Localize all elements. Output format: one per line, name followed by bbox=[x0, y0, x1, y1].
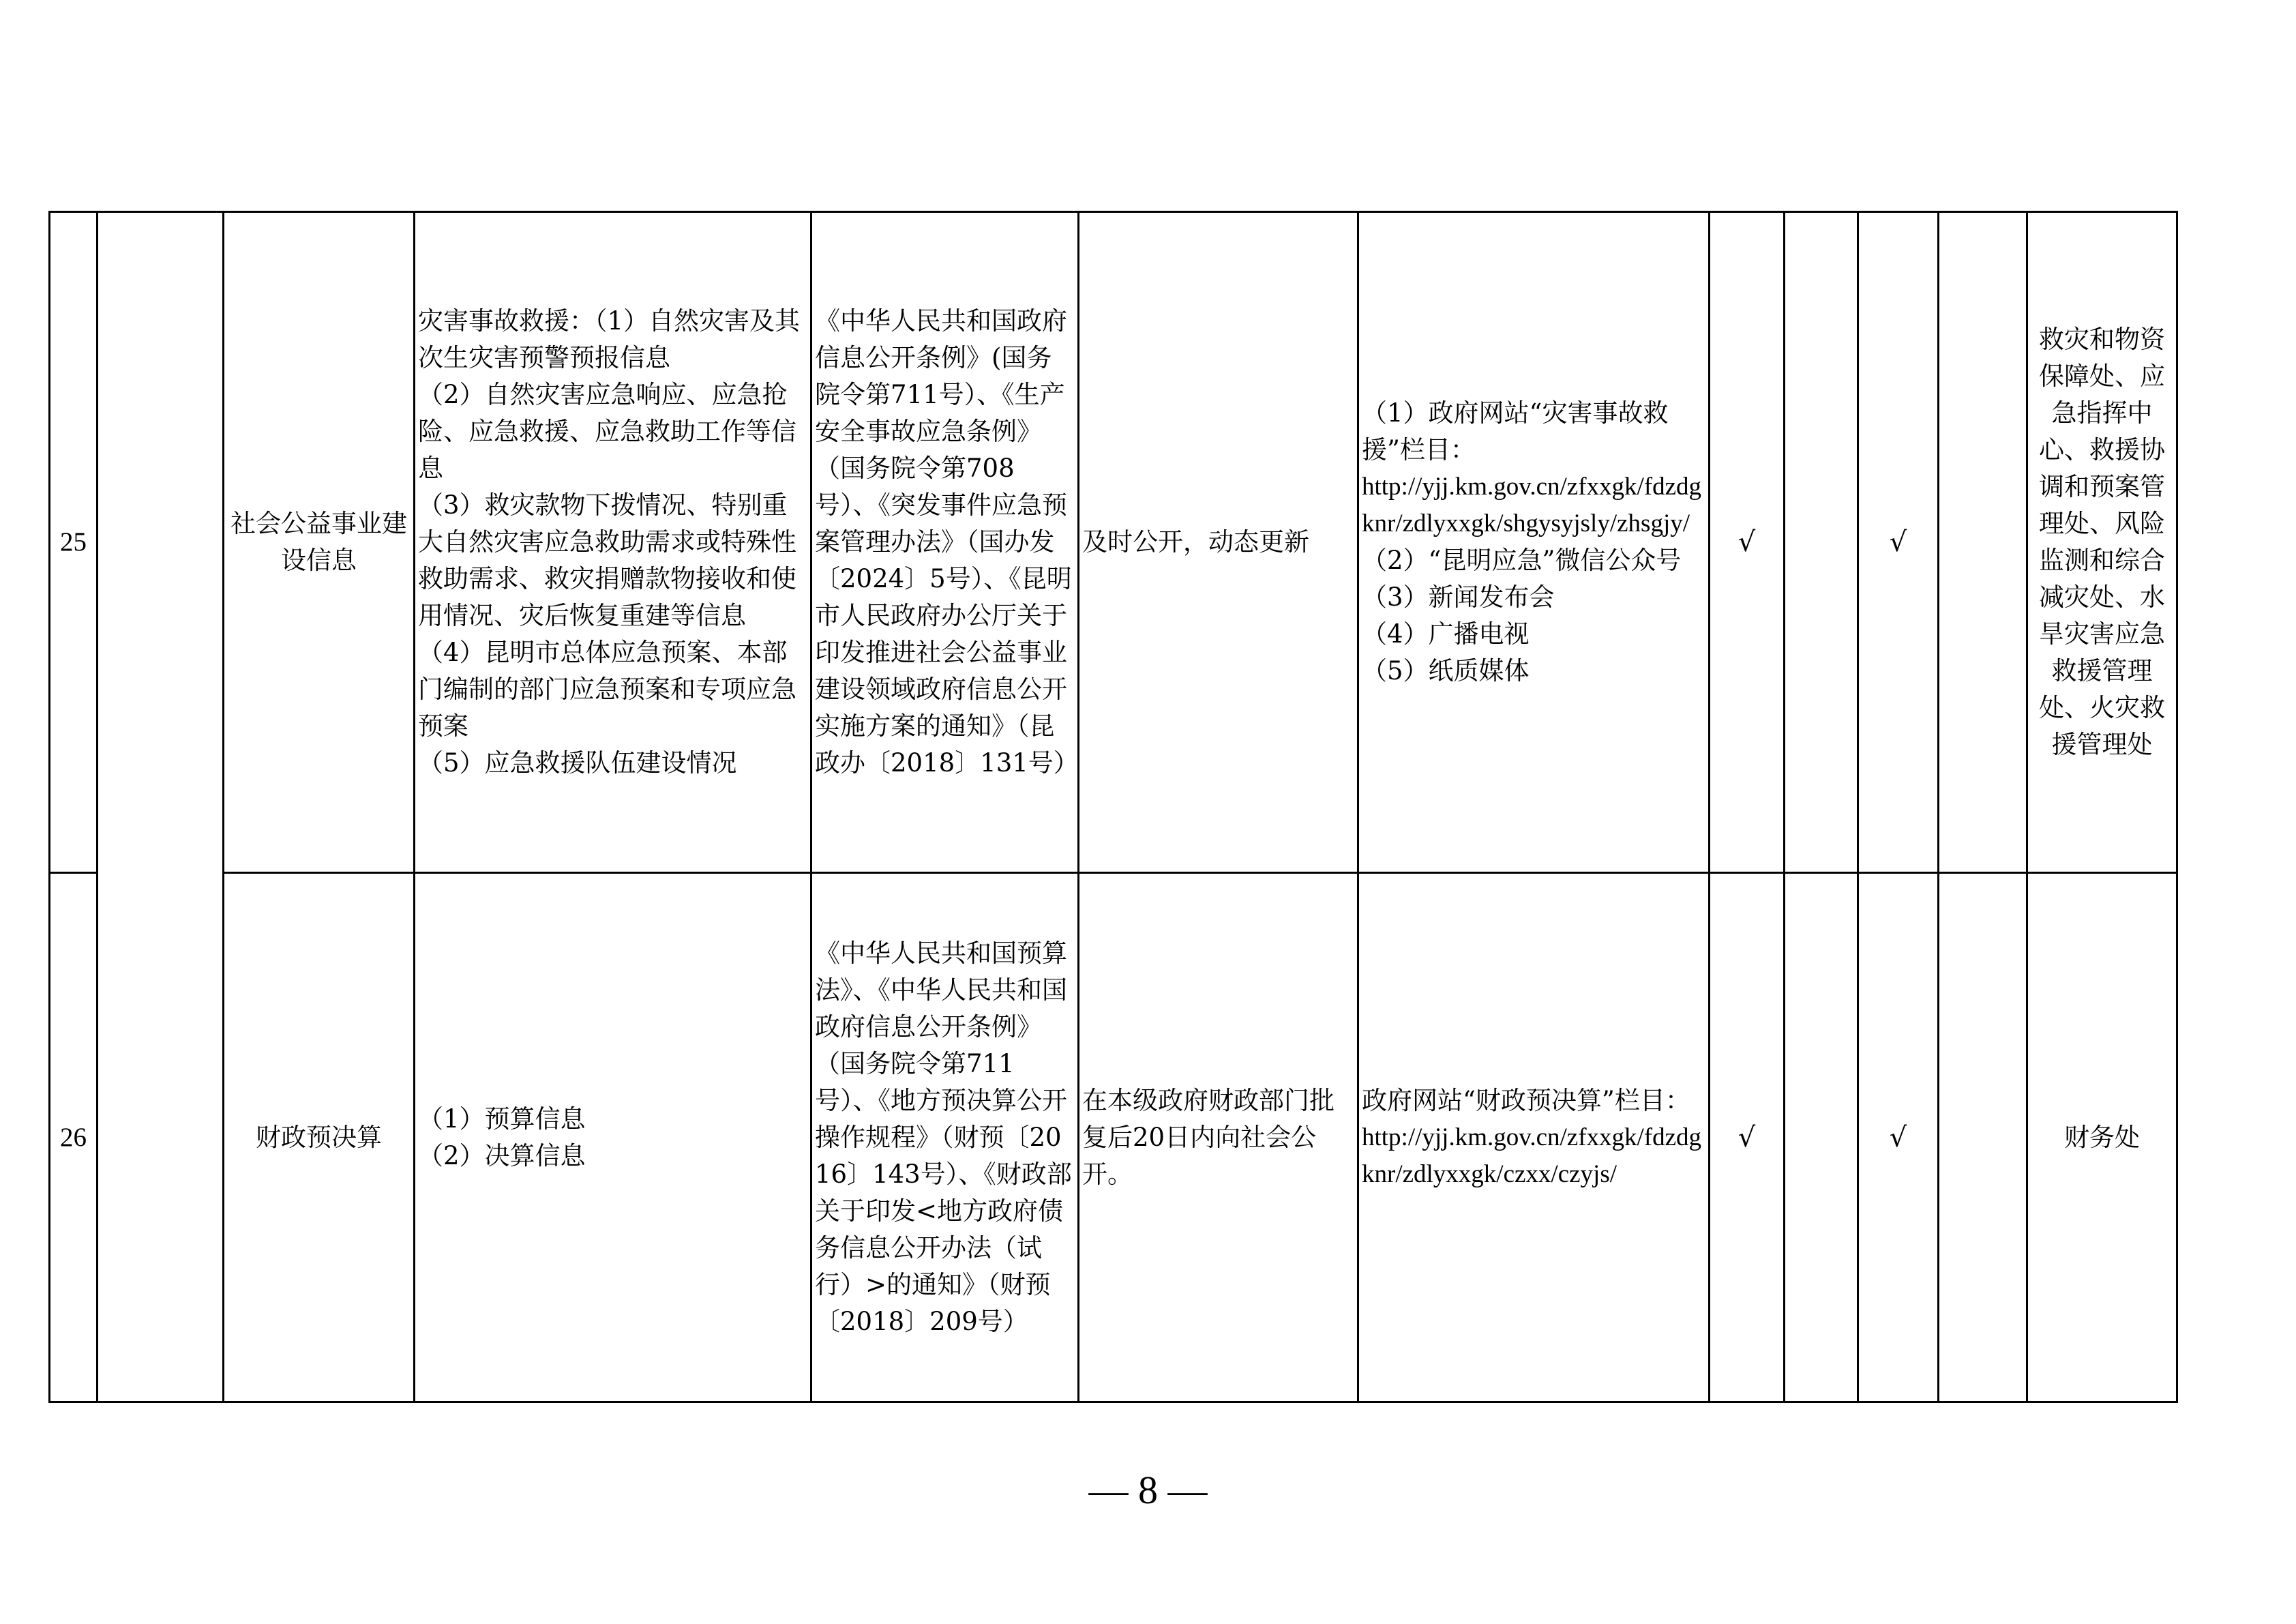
channel-cell bbox=[1358, 212, 1710, 873]
department-cell: 救灾和物资保障处、应急指挥中心、救援协调和预案管理处、风险监测和综合减灾处、水旱灾害应急救援管理处、火灾救援管理处 bbox=[2027, 212, 2177, 873]
empty-mark bbox=[1939, 212, 2027, 873]
channel-line: （5）纸质媒体 bbox=[1362, 656, 1530, 685]
content-line: （1）预算信息 bbox=[418, 1104, 586, 1134]
category-cell bbox=[98, 212, 224, 1402]
channel-cell bbox=[1358, 873, 1710, 1402]
content-line: （2）决算信息 bbox=[418, 1140, 586, 1170]
check-mark: √ bbox=[1710, 873, 1785, 1402]
content-line: 灾害事故救援：（1）自然灾害及其次生灾害预警预报信息 bbox=[418, 306, 801, 372]
content-line: （2）自然灾害应急响应、应急抢险、应急救援、应急救助工作等信息 bbox=[418, 380, 796, 483]
row-number: 26 bbox=[50, 873, 98, 1402]
page-number: — 8 — bbox=[1088, 1468, 1208, 1512]
basis-cell: 《中华人民共和国预算法》、《中华人民共和国政府信息公开条例》（国务院令第711号）、《地方预决算公开操作规程》（财预〔2016〕143号）、《财政部关于印发<地方政府债务信息公开办法（试行）>的通知》（财预〔2018〕209号） bbox=[811, 873, 1079, 1402]
channel-url: http://yjj.km.gov.cn/zfxxgk/fdzdgknr/zdlyxxgk/czxx/czyjs/ bbox=[1362, 1123, 1702, 1188]
table-row bbox=[50, 873, 2177, 1402]
timing-cell: 及时公开，动态更新 bbox=[1079, 212, 1358, 873]
item-cell: 社会公益事业建设信息 bbox=[224, 212, 415, 873]
disclosure-table bbox=[48, 211, 2178, 1403]
content-cell bbox=[415, 212, 811, 873]
table-row bbox=[50, 212, 2177, 873]
channel-line: （1）政府网站“灾害事故救援”栏目： bbox=[1362, 398, 1669, 464]
channel-line: 政府网站“财政预决算”栏目： bbox=[1362, 1085, 1690, 1115]
channel-line: （3）新闻发布会 bbox=[1362, 582, 1555, 612]
empty-mark bbox=[1939, 873, 2027, 1402]
item-cell: 财政预决算 bbox=[224, 873, 415, 1402]
timing-cell: 在本级政府财政部门批复后20日内向社会公开。 bbox=[1079, 873, 1358, 1402]
row-number: 25 bbox=[50, 212, 98, 873]
content-cell bbox=[415, 873, 811, 1402]
channel-line: （4）广播电视 bbox=[1362, 619, 1530, 649]
department-cell: 财务处 bbox=[2027, 873, 2177, 1402]
content-line: （3）救灾款物下拨情况、特别重大自然灾害应急救助需求或特殊性救助需求、救灾捐赠款物接收和使用情况、灾后恢复重建等信息 bbox=[418, 490, 796, 630]
basis-cell: 《中华人民共和国政府信息公开条例》(国务院令第711号）、《生产安全事故应急条例》（国务院令第708号）、《突发事件应急预案管理办法》（国办发〔2024〕5号）、《昆明市人民政府办公厅关于印发推进社会公益事业建设领域政府信息公开实施方案的通知》（昆政办〔2018〕131号） bbox=[811, 212, 1079, 873]
channel-url: http://yjj.km.gov.cn/zfxxgk/fdzdgknr/zdlyxxgk/shgysyjsly/zhsgjy/ bbox=[1362, 473, 1702, 537]
channel-line: （2）“昆明应急”微信公众号 bbox=[1362, 546, 1682, 575]
content-line: （5）应急救援队伍建设情况 bbox=[418, 748, 737, 778]
empty-mark bbox=[1785, 873, 1858, 1402]
empty-mark bbox=[1785, 212, 1858, 873]
content-line: （4）昆明市总体应急预案、本部门编制的部门应急预案和专项应急预案 bbox=[418, 638, 796, 741]
check-mark: √ bbox=[1858, 212, 1939, 873]
check-mark: √ bbox=[1710, 212, 1785, 873]
check-mark: √ bbox=[1858, 873, 1939, 1402]
